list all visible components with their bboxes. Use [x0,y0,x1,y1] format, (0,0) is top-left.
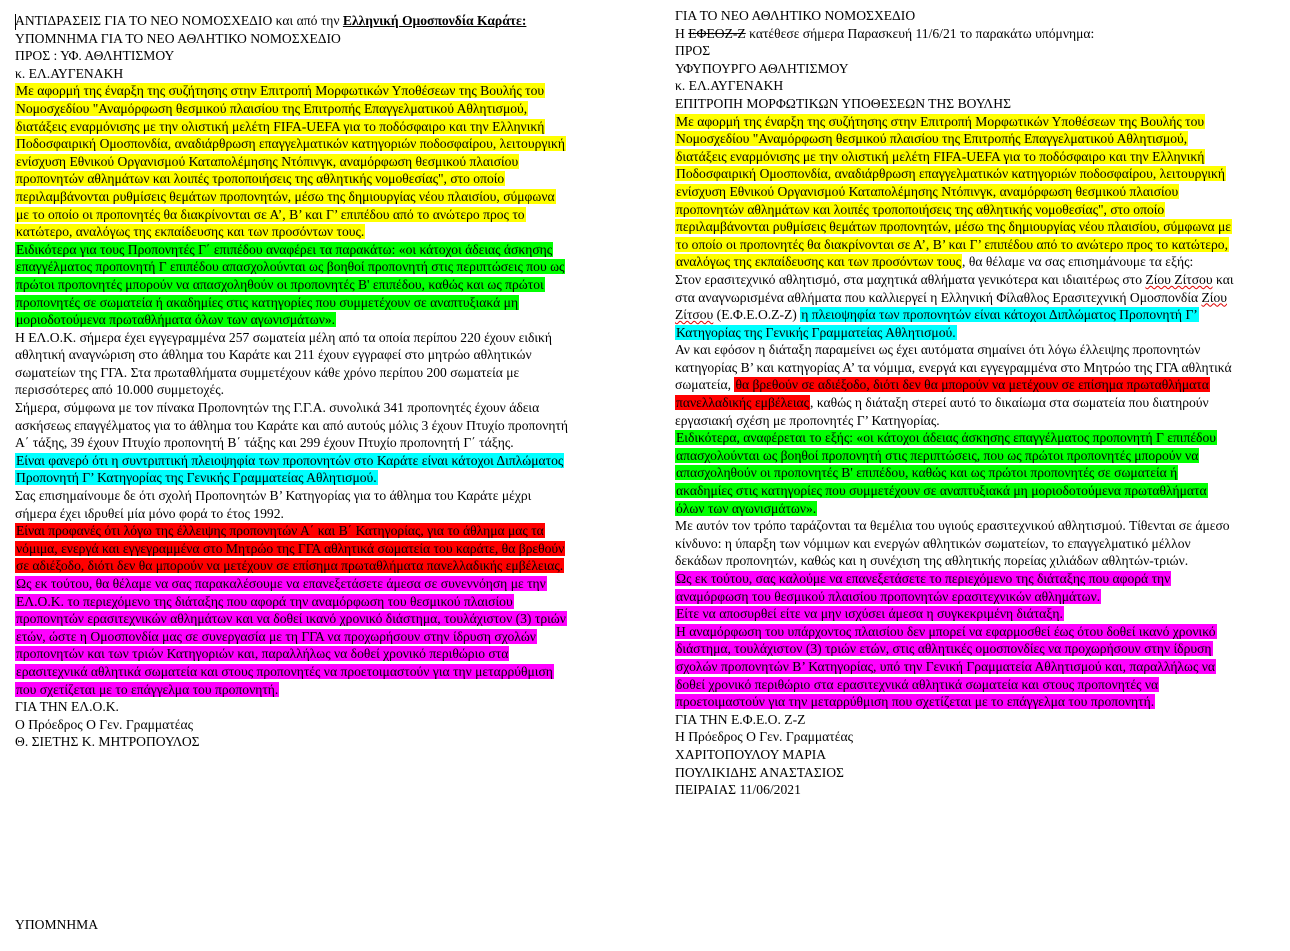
highlight-green: Ειδικότερα, αναφέρεται το εξής: «οι κάτοχοι άδειας άσκησης επαγγέλματος προπονητή Γ επιπέδου απασχολούνται ως βοηθοί προπονητή στις περιπτώσεις, που ως πρώτοι προπονητές μπορούν να απασχοληθούν οι προπονητές Β' επιπέδου, καθώς και ως πρώτοι προπονητές σε σωματεία ή ακαδημίες στις κατηγορίες που συμμετέχουν σε αναπτυξιακά μη μοριοδοτούμενα πρωταθλήματα όλων των αγωνισμάτων». [676,430,1216,516]
right-amateur-text-c: (Ε.Φ.Ε.Ο.Ζ-Ζ) [713,307,801,323]
left-title-text: ΑΝΤΙΔΡΑΣΕΙΣ ΓΙΑ ΤΟ ΝΕΟ ΝΟΜΟΣΧΕΔΙΟ και από την [15,13,343,28]
right-signature-line: ΠΟΥΛΙΚΙΔΗΣ ΑΝΑΣΤΑΣΙΟΣ [675,764,844,780]
right-deadlock-text: Αν και εφόσον η διάταξη παραμείνει ως έχει αυτόματα σημαίνει ότι λόγω έλλειψης προπονητών κατηγορίας Β’ και κατηγορίας Α’ τα νόμιμα, ενεργά και εγγεγραμμένα στο Μητρώο της ΓΓΑ αθλητικά σωματεία, [675,342,1232,393]
right-header-prefix: Η [675,25,689,41]
right-header-line: ΥΦΥΠΟΥΡΓΟ ΑΘΛΗΤΙΣΜΟΥ [675,60,849,76]
right-header-org: ΕΦΕΟΖ-Ζ [688,25,746,41]
right-paragraph-reform [675,623,1235,711]
right-signature-line: Η Πρόεδρος Ο Γεν. Γραμματέας [675,729,853,745]
left-header-line: ΠΡΟΣ : ΥΦ. ΑΘΛΗΤΙΣΜΟΥ [15,48,175,64]
right-header-line: ΠΡΟΣ [675,43,711,59]
left-paragraph-members: Η ΕΛ.Ο.Κ. σήμερα έχει εγγεγραμμένα 257 σωματεία μέλη από τα οποία περίπου 220 έχουν ειδική αθλητική αναγνώριση στο άθλημα του Καράτε και 211 έχουν εγγραφεί στο μητρώο αθλητικών σωματείων της ΓΓΑ. Στα πρωταθλήματα συμμετέχουν κάθε χρόνο περίπου 200 σωματεία με περισσότερες από 10.000 συμμετοχές. [15,329,552,398]
right-signature-line: ΓΙΑ ΤΗΝ Ε.Φ.Ε.Ο. Ζ-Ζ [675,711,806,727]
left-paragraph-deadlock [15,522,570,575]
right-header-title: ΓΙΑ ΤΟ ΝΕΟ ΑΘΛΗΤΙΚΟ ΝΟΜΟΣΧΕΔΙΟ [675,8,916,23]
right-header-rest: κατέθεσε σήμερα Παρασκευή 11/6/21 το παρακάτω υπόμνημα: [745,25,1095,41]
right-header-line: κ. ΕΛ.ΑΥΓΕΝΑΚΗ [675,78,784,94]
right-amateur-text-b: και στα αναγνωρισμένα αθλήματα που καλλιεργεί η Ελληνική Φίλαθλος Ερασιτεχνική Ομοσπονδία [675,271,1234,305]
left-paragraph-majority [15,452,570,487]
highlight-yellow: Με αφορμή της έναρξη της συζήτησης στην Επιτροπή Μορφωτικών Υποθέσεων της Βουλής του Νομοσχεδίου "Αναμόρφωση θεσμικού πλαισίου της Επιτροπής Επαγγελματικού Αθλητισμού, διατάξεις εναρμόνισης με την ολιστική μελέτη FIFA-UEFA για το ποδόσφαιρο και την Ελληνική Ποδοσφαιρική Ομοσπονδία, αναδιάρθρωση επαγγελματικών κατηγοριών ποδοσφαίρου, λειτουργική ενίσχυση Εθνικού Οργανισμού Καταπολέμησης Ντόπινγκ, αναμόρφωση θεσμικού πλαισίου προπονητών αθλημάτων και λοιπές τροποποιήσεις της αθλητικής νομοθεσίας", στο οποίο περιλαμβάνονται ρυθμίσεις θεμάτων προπονητών, μέσω της δημιουργίας νέου πλαισίου, σύμφωνα με το οποίο οι προπονητές θα διακρίνονται σε Α’, Β’ και Γ’ επιπέδου από το ανώτερο προς το κατώτερο, αναλόγως της εκπαίδευσης και των προσόντων τους. [16,83,565,240]
highlight-cyan: η πλειοψηφία των προπονητών είναι κάτοχοι Διπλώματος Προπονητή Γ’ Κατηγορίας της Γενικής Γραμματείας Αθλητισμού. [676,307,1198,340]
right-paragraph-danger: Με αυτόν τον τρόπο ταράζονται τα θεμέλια του υγιούς ερασιτεχνικού αθλητισμού. Τίθενται σε άμεσο κίνδυνο: η ύπαρξη των νόμιμων και ενεργών αθλητικών σωματείων, το επαγγελματικό μέλλον δεκάδων προπονητών, καθώς και η συνέχιση της αθλητικής πορείας χιλιάδων αθλητών-τριών. [675,518,1230,569]
highlight-magenta: Ως εκ τούτου, θα θέλαμε να σας παρακαλέσουμε να επανεξετάσετε άμεσα σε συνεννόηση με την ΕΛ.Ο.Κ. το περιεχόμενο της διάταξης που αφορά την αναμόρφωση του θεσμικού πλαισίου προπονητών ερασιτεχνικών αθλημάτων και να δοθεί ικανό χρονικό διάστημα, τουλάχιστον (3) τριών ετών, ώστε η Ομοσπονδία μας σε συνεργασία με τη ΓΓΑ να προχωρήσουν στην ίδρυση σχολών προπονητών και των τριών Κατηγοριών και, παραλλήλως να δοθεί χρονικό περιθώριο στα ερασιτεχνικά αθλητικά σωματεία και στους προπονητές να προετοιμαστούν για την μεταρρύθμιση που σχετίζεται με το επάγγελμα του προπονητή. [16,576,566,697]
highlight-green: Ειδικότερα για τους Προπονητές Γ΄ επιπέδου αναφέρει τα παρακάτω: «οι κάτοχοι άδειας άσκησης επαγγέλματος προπονητή Γ επιπέδου απασχολούνται ως βοηθοί προπονητή στις περιπτώσεις που ως πρώτοι προπονητές μπορούν να απασχοληθούν οι προπονητές Β' επιπέδου, καθώς και ως πρώτοι προπονητές σε σωματεία ή ακαδημίες στις κατηγορίες που συμμετέχουν σε αναπτυξιακά μη μοριοδοτούμενα πρωταθλήματα όλων των αγωνισμάτων». [16,241,565,328]
right-paragraph-intro [675,113,1235,271]
highlight-magenta: Η αναμόρφωση του υπάρχοντος πλαισίου δεν μπορεί να εφαρμοσθεί έως ότου δοθεί ικανό χρονικό διάστημα, τουλάχιστον (3) τριών ετών, στις αθλητικές ομοσπονδίες να προχωρήσουν στην ίδρυση σχολών προπονητών Β’ Κατηγορίας, υπό την Γενική Γραμματεία Αθλητισμού και, παραλλήλως να δοθεί χρονικό περιθώριο στα ερασιτεχνικά αθλητικά σωματεία και στους προπονητές να προετοιμαστούν για την μεταρρύθμιση που σχετίζεται με το επάγγελμα του προπονητή. [676,623,1216,710]
right-intro-tail: , θα θέλαμε να σας επισημάνουμε τα εξής: [962,254,1194,270]
highlight-yellow: Με αφορμή της έναρξη της συζήτησης στην Επιτροπή Μορφωτικών Υποθέσεων της Βουλής του Νομοσχεδίου "Αναμόρφωση θεσμικού πλαισίου της Επιτροπής Επαγγελματικού Αθλητισμού, διατάξεις εναρμόνισης με την ολιστική μελέτη FIFA-UEFA για το ποδόσφαιρο και την Ελληνική Ποδοσφαιρική Ομοσπονδία, αναδιάρθρωση επαγγελματικών κατηγοριών ποδοσφαίρου, λειτουργική ενίσχυση Εθνικού Οργανισμού Καταπολέμησης Ντόπινγκ, αναμόρφωση θεσμικού πλαισίου προπονητών αθλημάτων και λοιπές τροποποιήσεις της αθλητικής νομοθεσίας", στο οποίο περιλαμβάνονται ρυθμίσεις θεμάτων προπονητών, μέσω της δημιουργίας νέου πλαισίου, σύμφωνα με το οποίο οι προπονητές θα διακρίνονται σε Α’, Β’ και Γ’ επιπέδου από το ανώτερο προς το κατώτερο, αναλόγως της εκπαίδευσης και των προσόντων τους [676,113,1232,270]
left-document [15,12,570,751]
highlight-cyan: Είναι φανερό ότι η συντριπτική πλειοψηφία των προπονητών στο Καράτε είναι κάτοχοι Διπλώματος Προπονητή Γ’ Κατηγορίας της Γενικής Γραμματείας Αθλητισμού. [16,452,564,486]
right-amateur-sport-1: Ζίου Ζίτσου [1145,271,1213,287]
right-paragraph-withdraw [675,605,1235,623]
highlight-red: Είναι προφανές ότι λόγω της έλλειψης προπονητών Α΄ και Β΄ Κατηγορίας, για το άθλημα μας τα νόμιμα, ενεργά και εγγεγραμμένα στο Μητρώο της ΓΓΑ αθλητικά σωματεία του καράτε, θα βρεθούν σε αδιέξοδο, διότι δεν θα μπορούν να μετέχουν σε επίσημα πρωταθλήματα πανελλαδικής εμβέλειας. [16,523,565,574]
left-header-line: κ. ΕΛ.ΑΥΓΕΝΑΚΗ [15,65,124,81]
left-paragraph-quote [15,241,570,329]
left-signature-line: ΓΙΑ ΤΗΝ ΕΛ.Ο.Κ. [15,699,119,715]
left-paragraph-intro [15,82,570,240]
left-signature-line: Θ. ΣΙΕΤΗΣ Κ. ΜΗΤΡΟΠΟΥΛΟΣ [15,734,200,750]
right-paragraph-deadlock [675,341,1235,429]
right-paragraph-quote [675,429,1235,517]
right-signature-line: ΧΑΡΙΤΟΠΟΥΛΟΥ ΜΑΡΙΑ [675,746,827,762]
highlight-magenta: Είτε να αποσυρθεί είτε να μην ισχύσει άμεσα η συγκεκριμένη διάταξη. [676,606,1063,622]
right-header-submission [675,25,1235,43]
right-document [675,7,1235,799]
right-header-line: ΕΠΙΤΡΟΠΗ ΜΟΡΦΩΤΙΚΩΝ ΥΠΟΘΕΣΕΩΝ ΤΗΣ ΒΟΥΛΗΣ [675,95,1011,111]
right-paragraph-request [675,570,1235,605]
highlight-red: θα βρεθούν σε αδιέξοδο, διότι δεν θα μπορούν να μετέχουν σε επίσημα πρωταθλήματα πανελλαδικής εμβέλειας [676,377,1209,411]
bottom-label: ΥΠΟΜΝΗΜΑ [15,917,99,932]
left-signature-line: Ο Πρόεδρος Ο Γεν. Γραμματέας [15,716,193,732]
left-paragraph-coaches: Σήμερα, σύμφωνα με τον πίνακα Προπονητών της Γ.Γ.Α. συνολικά 341 προπονητές έχουν άδεια ασκήσεως επαγγέλματος για το άθλημα του Καράτε και από αυτούς μόλις 3 έχουν Πτυχίο προπονητή Α΄ τάξης, 39 έχουν Πτυχίο προπονητή Β΄ τάξης και 299 έχουν Πτυχίο προπονητή Γ΄ τάξης. [15,400,568,451]
right-paragraph-amateur [675,271,1235,341]
right-signature-line: ΠΕΙΡΑΙΑΣ 11/06/2021 [675,782,801,798]
right-amateur-text-a: Στον ερασιτεχνικό αθλητισμό, στα μαχητικά αθλήματα γενικότερα και ιδιαιτέρως στο [675,271,1146,287]
left-title [15,12,570,30]
left-header-line: ΥΠΟΜΝΗΜΑ ΓΙΑ ΤΟ ΝΕΟ ΑΘΛΗΤΙΚΟ ΝΟΜΟΣΧΕΔΙΟ [15,30,341,46]
left-paragraph-request [15,575,570,698]
right-amateur-sport-2: Ζίου Ζίτσου [675,289,1227,323]
left-title-org: Ελληνική Ομοσπονδία Καράτε: [342,13,527,28]
highlight-magenta: Ως εκ τούτου, σας καλούμε να επανεξετάσετε το περιεχόμενο της διάταξης που αφορά την αναμόρφωση του θεσμικού πλαισίου προπονητών ερασιτεχνικών αθλημάτων. [676,571,1171,604]
right-deadlock-tail: , καθώς η διάταξη στερεί αυτό το δικαίωμα στα σωματεία που διατηρούν εργασιακή σχέση με προπονητές Γ’ Κατηγορίας. [675,395,1209,428]
left-paragraph-school: Σας επισημαίνουμε δε ότι σχολή Προπονητών Β’ Κατηγορίας για το άθλημα του Καράτε μέχρι σήμερα έχει ιδρυθεί μία μόνο φορά το έτος 1992. [15,488,532,521]
